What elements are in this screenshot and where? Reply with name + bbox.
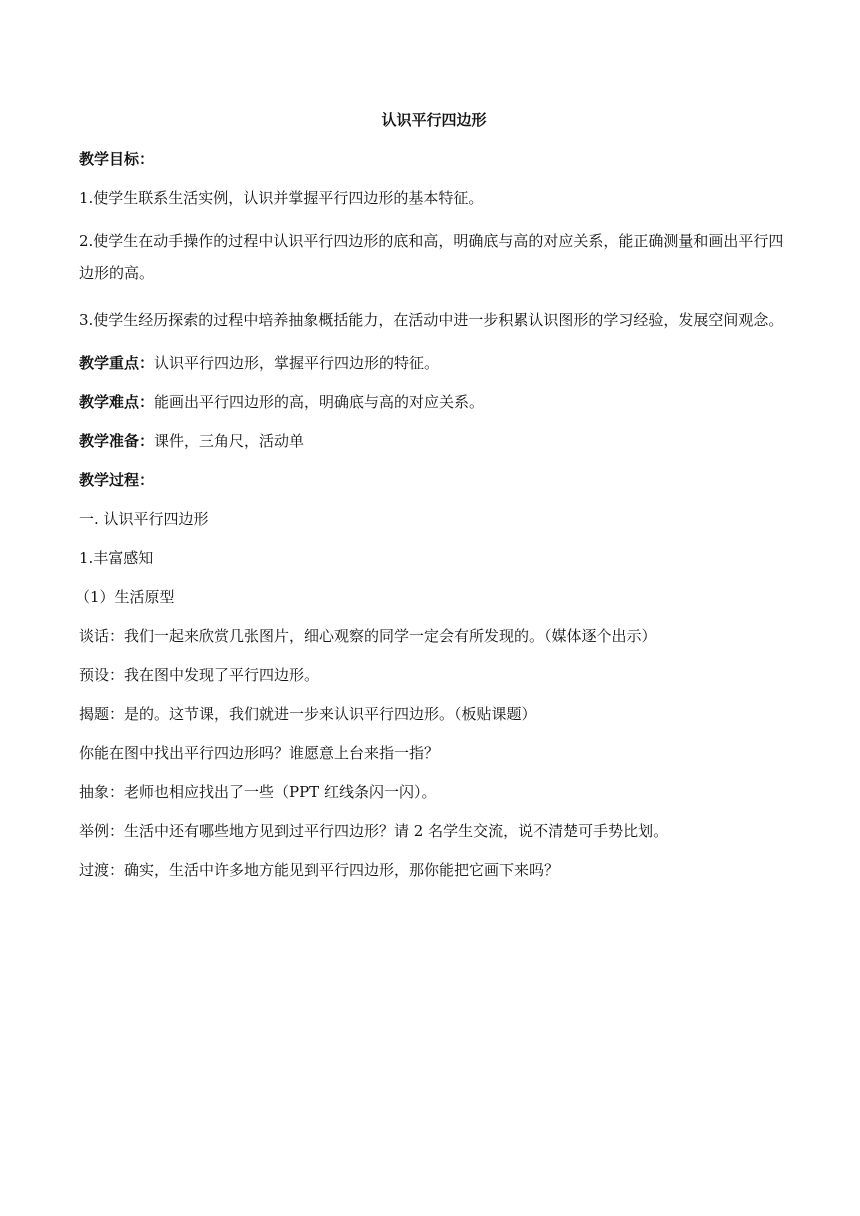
difficulty-text: 能画出平行四边形的高，明确底与高的对应关系。 <box>154 393 485 411</box>
subsection-heading-1-1: （1）生活原型 <box>75 588 175 606</box>
objective-item-3: 3.使学生经历探索的过程中培养抽象概括能力，在活动中进一步积累认识图形的学习经验，发展空间观念。 <box>79 311 784 329</box>
document-content <box>75 108 789 897</box>
process-line-5: 抽象：老师也相应找出了一些（PPT 红线条闪一闪）。 <box>79 783 437 801</box>
preparation <box>79 429 789 453</box>
preparation-label: 教学准备： <box>79 432 155 450</box>
process-line-7: 过渡：确实，生活中许多地方能见到平行四边形，那你能把它画下来吗？ <box>79 861 560 879</box>
process-heading: 教学过程： <box>79 471 155 489</box>
objectives-heading: 教学目标： <box>79 150 155 168</box>
process-line-1: 谈话：我们一起来欣赏几张图片，细心观察的同学一定会有所发现的。（媒体逐个出示） <box>79 627 657 645</box>
process-line-2: 预设：我在图中发现了平行四边形。 <box>79 666 320 684</box>
key-point-label: 教学重点： <box>79 354 155 372</box>
key-point <box>79 351 789 375</box>
section-heading-1: 一. 认识平行四边形 <box>79 510 209 528</box>
difficulty-label: 教学难点： <box>79 393 155 411</box>
difficulty <box>79 390 789 414</box>
process-line-4: 你能在图中找出平行四边形吗？谁愿意上台来指一指？ <box>79 744 440 762</box>
subsection-heading-1: 1.丰富感知 <box>79 549 154 567</box>
document-title: 认识平行四边形 <box>381 111 487 129</box>
process-line-6: 举例：生活中还有哪些地方见到过平行四边形？请 2 名学生交流，说不清楚可手势比划。 <box>79 822 669 840</box>
objective-item-1: 1.使学生联系生活实例，认识并掌握平行四边形的基本特征。 <box>79 189 484 207</box>
objective-item-2: 2.使学生在动手操作的过程中认识平行四边形的底和高，明确底与高的对应关系，能正确测量和画出平行四边形的高。 <box>79 232 784 282</box>
process-line-3: 揭题：是的。这节课，我们就进一步来认识平行四边形。（板贴课题） <box>79 705 537 723</box>
preparation-text: 课件，三角尺，活动单 <box>154 432 305 450</box>
key-point-text: 认识平行四边形，掌握平行四边形的特征。 <box>154 354 440 372</box>
